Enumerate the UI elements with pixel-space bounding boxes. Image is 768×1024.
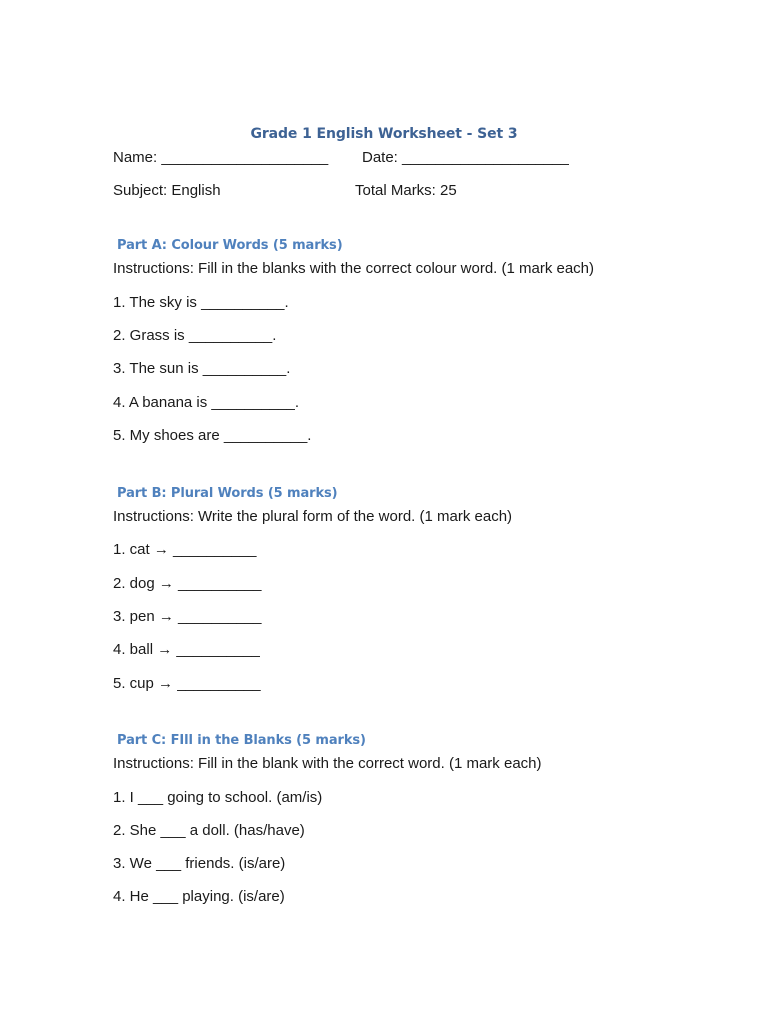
subject-label: Subject: English [113, 182, 221, 199]
part-a-heading: Part A: Colour Words (5 marks) [117, 238, 343, 253]
part-c-question: 4. He ___ playing. (is/are) [113, 888, 285, 905]
part-a-question: 2. Grass is __________. [113, 327, 277, 344]
date-field-label: Date: ____________________ [362, 149, 569, 166]
part-b-question: 3. pen → __________ [113, 608, 262, 625]
part-b-question: 4. ball → __________ [113, 641, 260, 658]
part-c-question: 1. I ___ going to school. (am/is) [113, 789, 323, 806]
part-c-instructions: Instructions: Fill in the blank with the correct word. (1 mark each) [113, 755, 542, 772]
part-a-question: 3. The sun is __________. [113, 360, 291, 377]
part-a-question: 1. The sky is __________. [113, 294, 289, 311]
part-b-heading: Part B: Plural Words (5 marks) [117, 486, 338, 501]
part-c-question: 3. We ___ friends. (is/are) [113, 855, 286, 872]
part-c-question: 2. She ___ a doll. (has/have) [113, 822, 305, 839]
part-a-instructions: Instructions: Fill in the blanks with the correct colour word. (1 mark each) [113, 260, 595, 277]
part-c-heading: Part C: FIll in the Blanks (5 marks) [117, 733, 366, 748]
worksheet-title: Grade 1 English Worksheet - Set 3 [250, 126, 518, 142]
part-b-question: 2. dog → __________ [113, 575, 262, 592]
name-field-label: Name: ____________________ [113, 149, 329, 166]
part-b-question: 5. cup → __________ [113, 675, 261, 692]
total-marks-label: Total Marks: 25 [355, 182, 457, 199]
part-a-question: 4. A banana is __________. [113, 394, 300, 411]
part-b-instructions: Instructions: Write the plural form of the word. (1 mark each) [113, 508, 513, 525]
part-b-question: 1. cat → __________ [113, 541, 257, 558]
part-a-question: 5. My shoes are __________. [113, 427, 312, 444]
